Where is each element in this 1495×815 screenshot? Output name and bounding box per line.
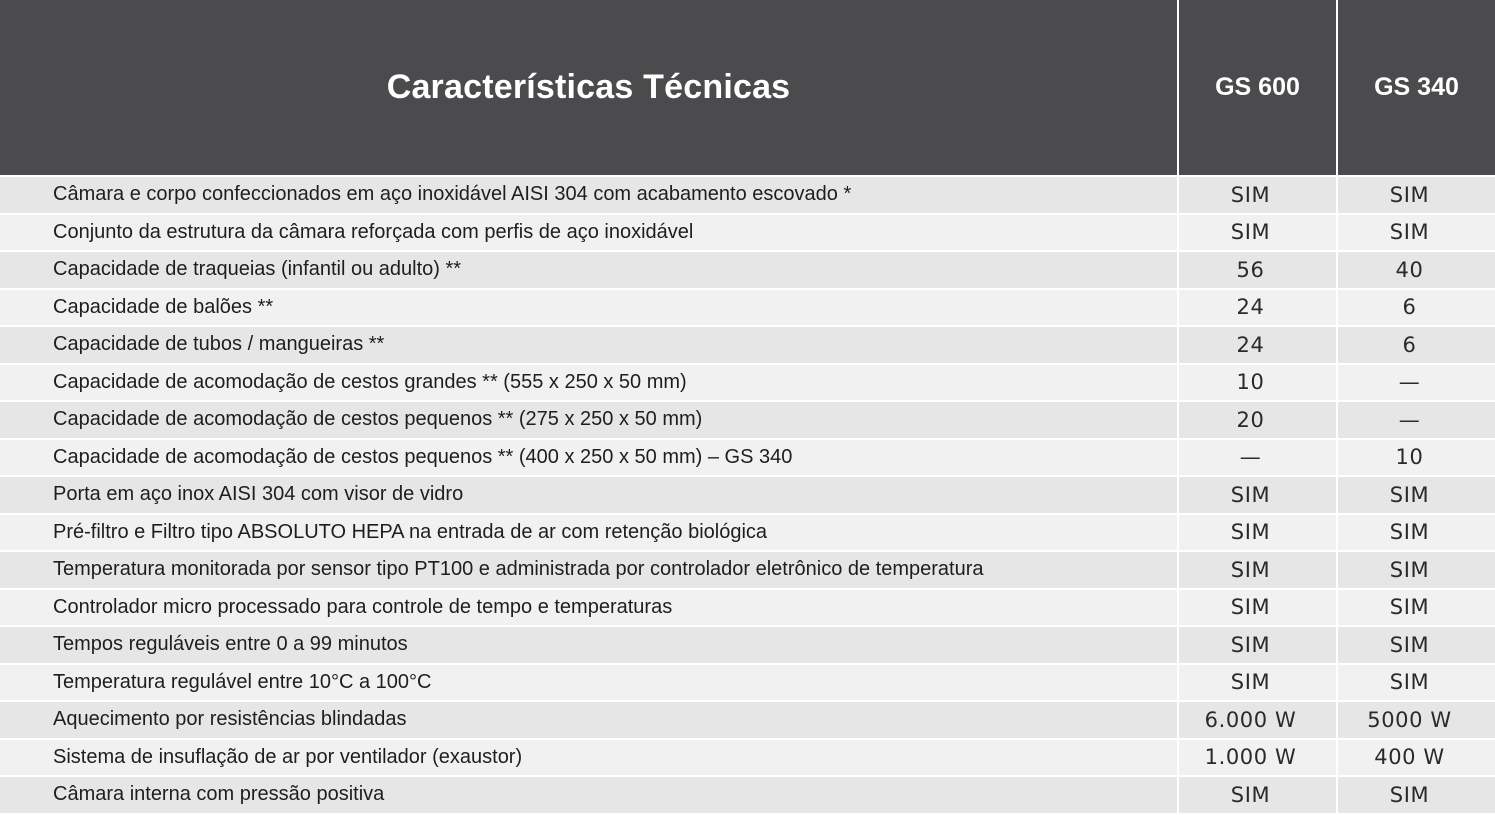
feature-label: Pré-filtro e Filtro tipo ABSOLUTO HEPA na entrada de ar com retenção biológica [0,514,1178,552]
gs600-value: 10 [1178,364,1337,402]
table-row [0,439,1495,477]
gs600-value: 56 [1178,251,1337,289]
feature-label: Capacidade de balões ** [0,289,1178,327]
feature-label: Sistema de insuflação de ar por ventilador (exaustor) [0,739,1178,777]
gs340-value: SIM [1337,476,1495,514]
feature-label: Capacidade de tubos / mangueiras ** [0,326,1178,364]
gs600-value: SIM [1178,626,1337,664]
table-row [0,589,1495,627]
gs340-value: 40 [1337,251,1495,289]
model-header-gs340: GS 340 [1337,0,1495,176]
feature-label: Aquecimento por resistências blindadas [0,701,1178,739]
gs340-value: SIM [1337,664,1495,702]
gs340-value: SIM [1337,214,1495,252]
table-row [0,251,1495,289]
feature-label: Capacidade de acomodação de cestos grandes ** (555 x 250 x 50 mm) [0,364,1178,402]
table-row [0,626,1495,664]
gs340-value: 400 W [1337,739,1495,777]
table-row [0,551,1495,589]
gs340-value: SIM [1337,176,1495,214]
feature-label: Temperatura monitorada por sensor tipo PT100 e administrada por controlador eletrônico de temperatura [0,551,1178,589]
feature-label: Controlador micro processado para controle de tempo e temperaturas [0,589,1178,627]
table-row [0,664,1495,702]
table-row [0,514,1495,552]
gs340-value: SIM [1337,589,1495,627]
header-row [0,0,1495,176]
table-row [0,401,1495,439]
gs600-value: SIM [1178,514,1337,552]
gs340-value: 6 [1337,326,1495,364]
feature-label: Conjunto da estrutura da câmara reforçada com perfis de aço inoxidável [0,214,1178,252]
gs600-value: SIM [1178,589,1337,627]
feature-label: Câmara e corpo confeccionados em aço inoxidável AISI 304 com acabamento escovado * [0,176,1178,214]
gs600-value: SIM [1178,176,1337,214]
table-row [0,476,1495,514]
gs600-value: SIM [1178,214,1337,252]
gs340-value: — [1337,401,1495,439]
table-row [0,326,1495,364]
gs600-value: SIM [1178,664,1337,702]
table-title: Características Técnicas [0,0,1178,176]
gs340-value: 6 [1337,289,1495,327]
table-row [0,776,1495,814]
gs600-value: SIM [1178,776,1337,814]
feature-label: Capacidade de acomodação de cestos pequenos ** (400 x 250 x 50 mm) – GS 340 [0,439,1178,477]
table-row [0,364,1495,402]
gs600-value: 6.000 W [1178,701,1337,739]
gs340-value: 10 [1337,439,1495,477]
table-row [0,214,1495,252]
gs600-value: 1.000 W [1178,739,1337,777]
table-row [0,701,1495,739]
model-header-gs600: GS 600 [1178,0,1337,176]
table-row [0,289,1495,327]
gs340-value: SIM [1337,514,1495,552]
feature-label: Capacidade de traqueias (infantil ou adulto) ** [0,251,1178,289]
gs600-value: SIM [1178,551,1337,589]
gs600-value: 24 [1178,326,1337,364]
feature-label: Porta em aço inox AISI 304 com visor de vidro [0,476,1178,514]
gs340-value: SIM [1337,776,1495,814]
table-row [0,739,1495,777]
gs340-value: SIM [1337,626,1495,664]
gs340-value: — [1337,364,1495,402]
feature-label: Temperatura regulável entre 10°C a 100°C [0,664,1178,702]
gs340-value: 5000 W [1337,701,1495,739]
gs600-value: — [1178,439,1337,477]
feature-label: Tempos reguláveis entre 0 a 99 minutos [0,626,1178,664]
feature-label: Capacidade de acomodação de cestos pequenos ** (275 x 250 x 50 mm) [0,401,1178,439]
feature-label: Câmara interna com pressão positiva [0,776,1178,814]
gs600-value: SIM [1178,476,1337,514]
gs600-value: 24 [1178,289,1337,327]
gs600-value: 20 [1178,401,1337,439]
gs340-value: SIM [1337,551,1495,589]
table-row [0,176,1495,214]
